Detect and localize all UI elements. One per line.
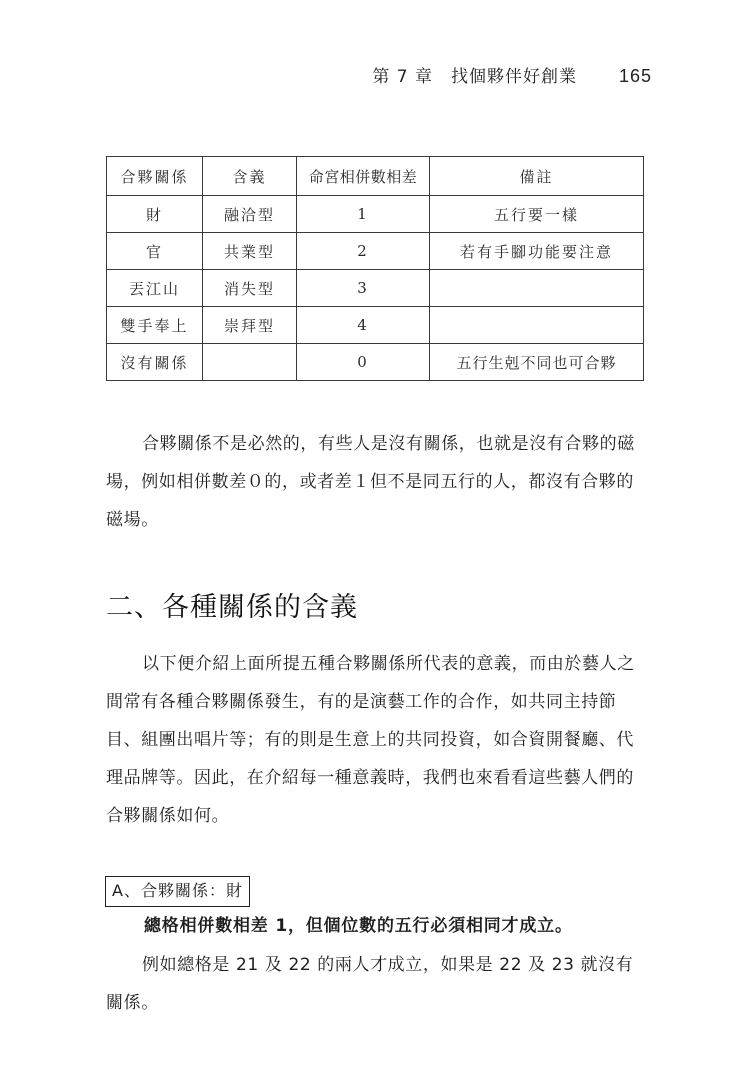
table-cell: 崇拜型 [203, 307, 297, 344]
table-header-cell: 含義 [203, 157, 297, 196]
table-row [107, 344, 644, 381]
table-cell: 2 [297, 233, 430, 270]
subsection-label: A、合夥關係：財 [105, 876, 250, 907]
table-header-cell: 合夥關係 [107, 157, 203, 196]
table-row [107, 233, 644, 270]
table-cell: 丟江山 [107, 270, 203, 307]
body-paragraph: 合夥關係不是必然的，有些人是沒有關係，也就是沒有合夥的磁場，例如相併數差０的，或者差１但不是同五行的人，都沒有合夥的磁場。 [106, 434, 635, 530]
chapter-title: 第 7 章 找個夥伴好創業 [372, 67, 577, 87]
table-cell: 消失型 [203, 270, 297, 307]
table-cell: 五行生剋不同也可合夥 [430, 344, 644, 381]
section-title: 二、各種關係的含義 [106, 592, 358, 623]
partnership-table [106, 156, 644, 381]
running-header [0, 62, 652, 87]
table-cell: 五行要一樣 [430, 196, 644, 233]
table-cell: 融洽型 [203, 196, 297, 233]
table-cell [430, 307, 644, 344]
body-paragraph: 以下便介紹上面所提五種合夥關係所代表的意義，而由於藝人之間常有各種合夥關係發生，有的是演藝工作的合作，如共同主持節目、組團出唱片等；有的則是生意上的共同投資，如合資開餐廳、代理品牌等。因此，在介紹每一種意義時，我們也來看看這些藝人們的合夥關係如何。 [106, 654, 635, 826]
table-row [107, 307, 644, 344]
table-cell: 沒有關係 [107, 344, 203, 381]
table-row [107, 270, 644, 307]
table-cell: 財 [107, 196, 203, 233]
body-paragraph: 例如總格是 21 及 22 的兩人才成立，如果是 22 及 23 就沒有關係。 [106, 955, 634, 1013]
table-header-row [107, 157, 644, 196]
table-row [107, 196, 644, 233]
page-number: 165 [618, 66, 652, 86]
key-statement: 總格相併數相差 1，但個位數的五行必須相同才成立。 [144, 916, 573, 936]
table-cell: 共業型 [203, 233, 297, 270]
table-cell: 4 [297, 307, 430, 344]
table-cell: 0 [297, 344, 430, 381]
table-header-cell: 備註 [430, 157, 644, 196]
table-cell: 雙手奉上 [107, 307, 203, 344]
table-cell: 若有手腳功能要注意 [430, 233, 644, 270]
table-cell: 1 [297, 196, 430, 233]
table-cell [430, 270, 644, 307]
table-cell: 官 [107, 233, 203, 270]
table-header-cell: 命宮相併數相差 [297, 157, 430, 196]
table-cell [203, 344, 297, 381]
table-cell: 3 [297, 270, 430, 307]
